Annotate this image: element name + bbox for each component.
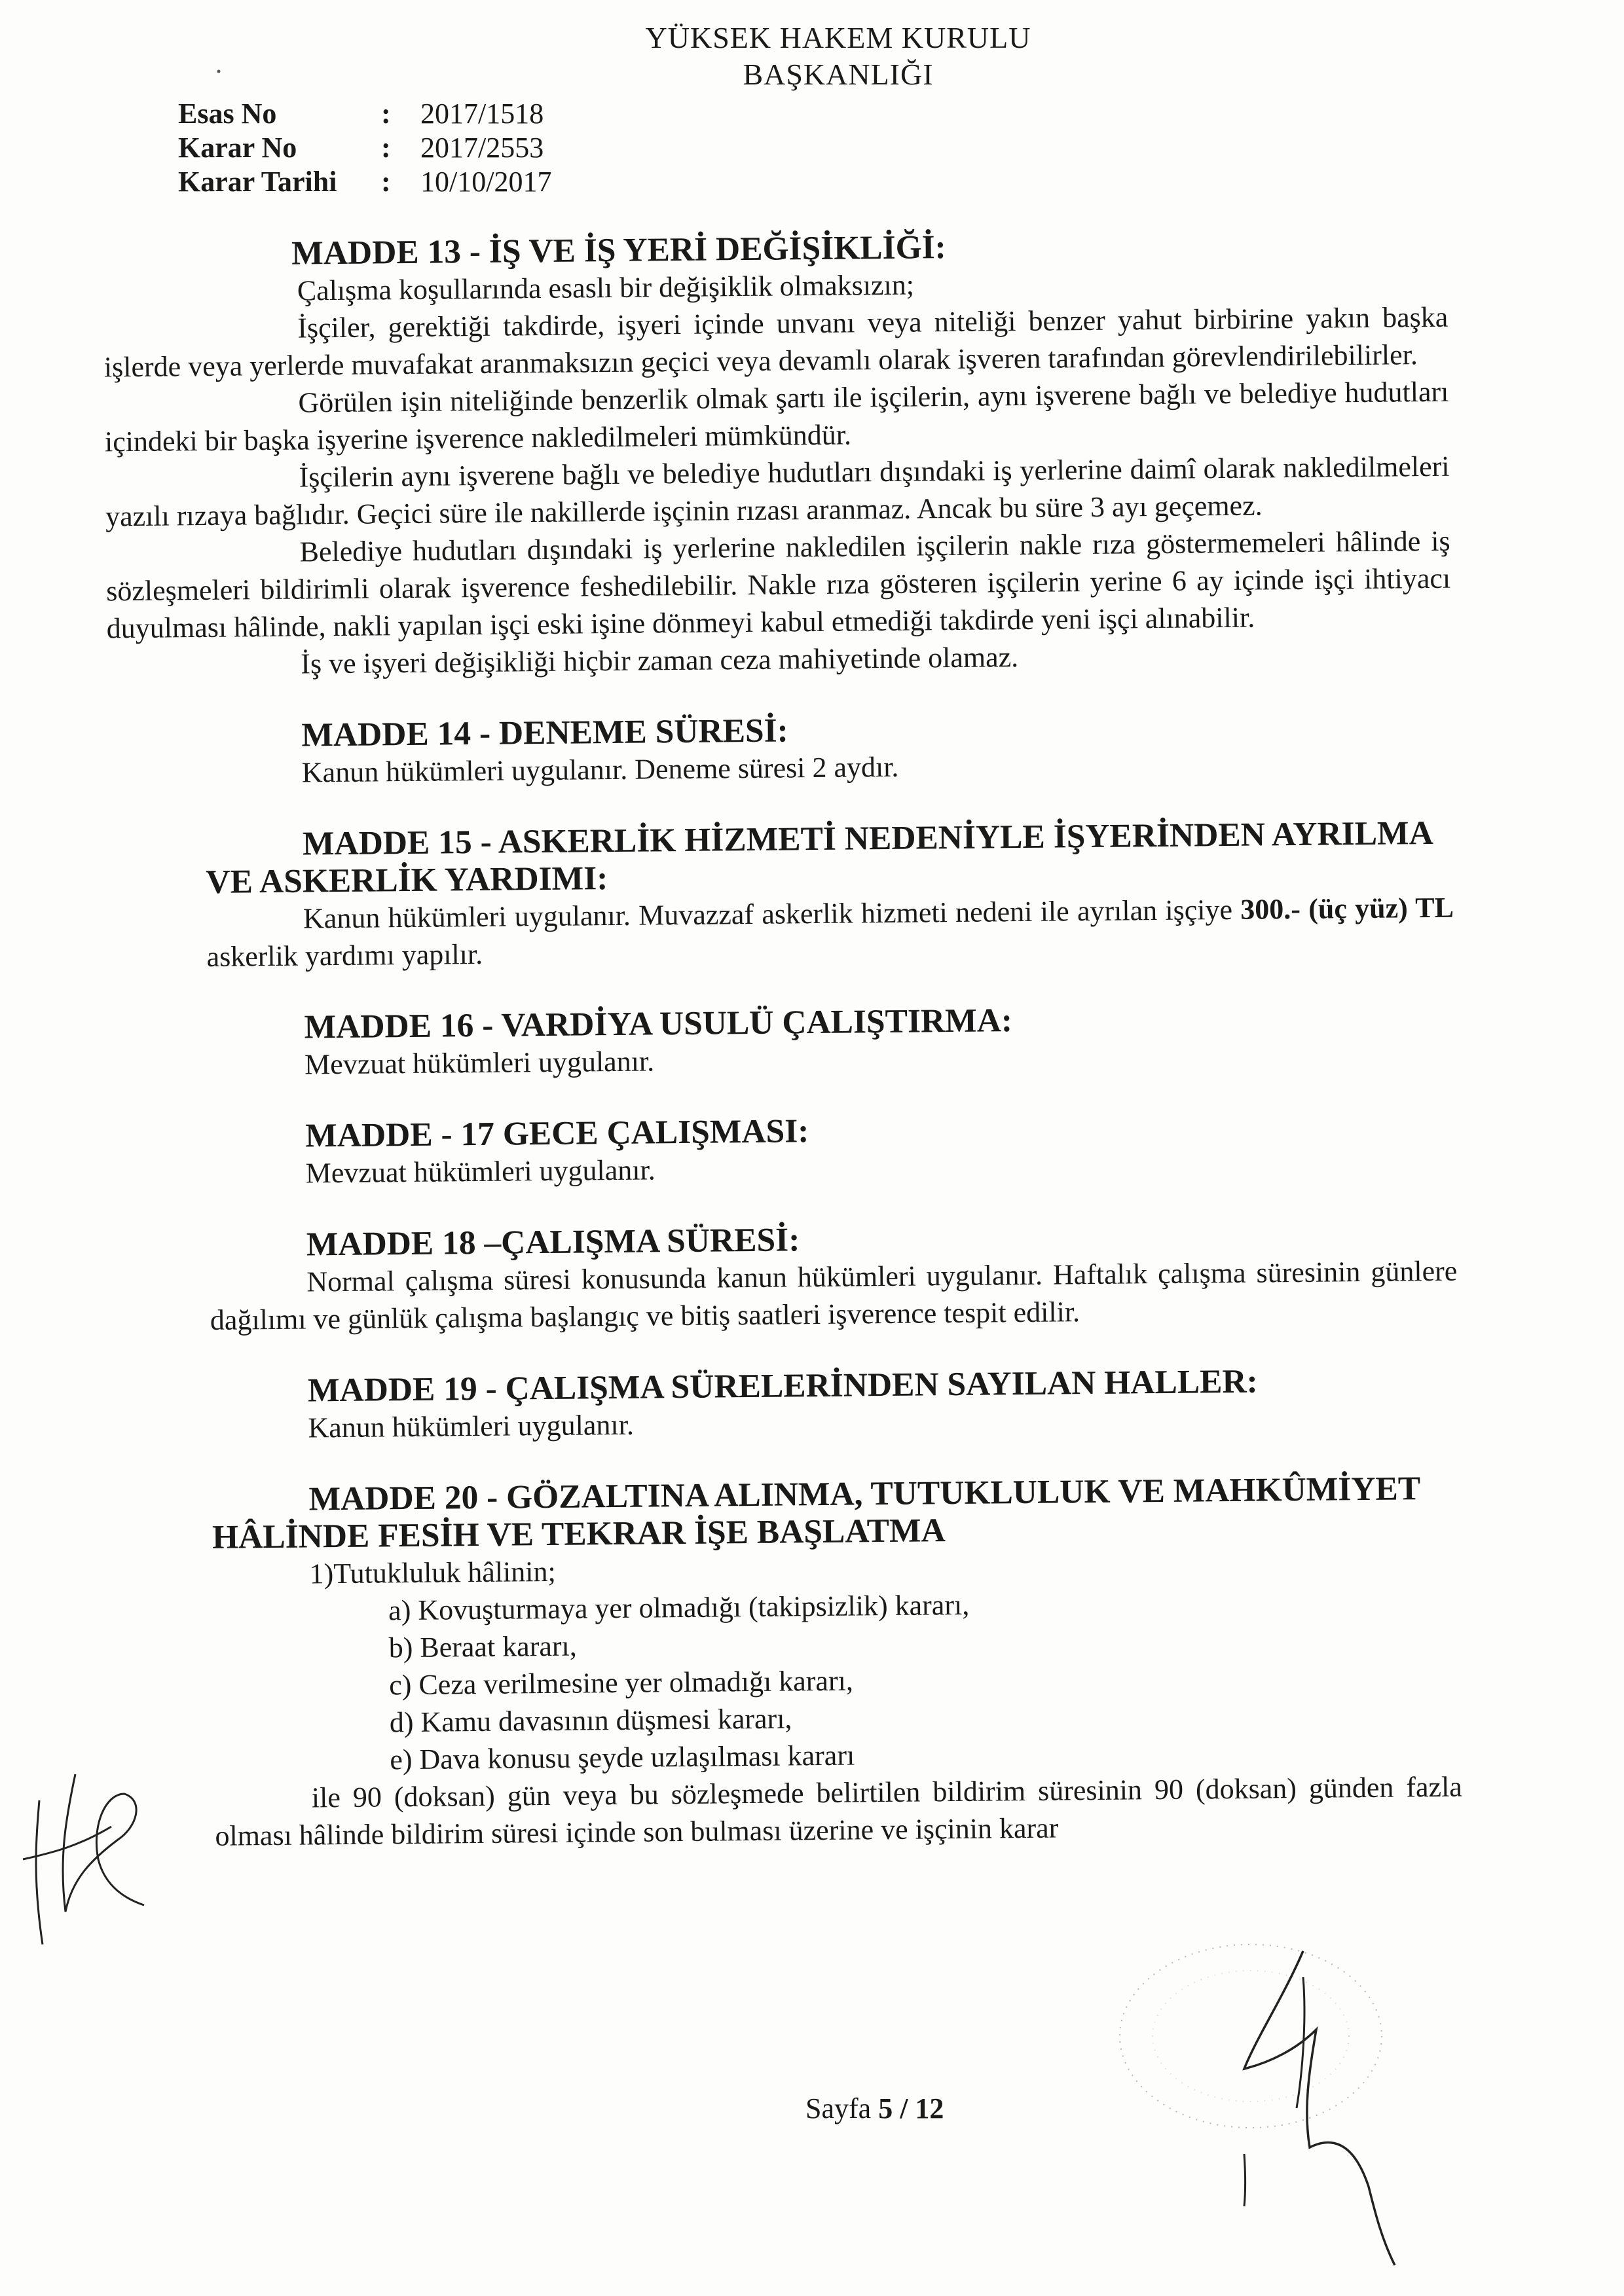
m19-p1: Kanun hükümleri uygulanır.	[308, 1408, 635, 1444]
m13-p1: Çalışma koşullarında esaslı bir değişiklik olmaksızın;	[297, 268, 915, 307]
esas-colon: :	[381, 98, 391, 130]
page-current: 5	[878, 2092, 893, 2124]
m13-p5: Belediye hudutları dışındaki iş yerlerine nakledilen işçilerin nakle rıza göstermemeleri hâlinde iş sözleşmeleri bildirimli olarak işverence feshedilebilir. Nakle rıza gösteren işçilerin yerine 6 ay içinde işçi ihtiyacı duyulması hâlinde, nakli yapılan işçi eski işine dönmeyi kabul etmediği takdirde yeni işçi alınabilir.	[105, 524, 1451, 645]
list-item: b) Beraat kararı,	[388, 1630, 578, 1664]
list-item: a) Kovuşturmaya yer olmadığı (takipsizlik) kararı,	[388, 1588, 970, 1627]
list-item: d) Kamu davasının düşmesi kararı,	[389, 1702, 792, 1739]
page-total: 12	[915, 2092, 944, 2124]
tarih-value: 10/10/2017	[420, 166, 552, 198]
page-prefix: Sayfa	[805, 2092, 879, 2124]
m13-p2: İşçiler, gerektiği takdirde, işyeri içinde unvanı veya niteliği benzer yahut birbirine yakın başka işlerde veya yerlerde muvafakat aranmaksızın geçici veya devamlı olarak işveren tarafından görevlendirilebilirler.	[103, 301, 1449, 384]
m20-list	[213, 1582, 1462, 1780]
m14-title: MADDE 14 - DENEME SÜRESİ:	[301, 712, 789, 754]
m15-amount: 300.- (üç yüz) TL	[1240, 891, 1454, 926]
m13-p6: İş ve işyeri değişikliği hiçbir zaman ceza mahiyetinde olamaz.	[301, 641, 1019, 680]
tarih-label: Karar Tarihi	[178, 166, 337, 198]
m14-p1: Kanun hükümleri uygulanır. Deneme süresi 2 aydır.	[301, 750, 899, 789]
m17-title: MADDE - 17 GECE ÇALIŞMASI:	[304, 1112, 809, 1155]
karar-colon: :	[381, 132, 391, 164]
m20-p-end: ile 90 (doksan) gün veya bu sözleşmede belirtilen bildirim süresinin 90 (doksan) günden fazla olması hâlinde bildirim süresi içinde son bulması üzerine ve işçinin karar	[215, 1770, 1463, 1852]
m15-title-2: VE ASKERLİK YARDIMI:	[206, 860, 608, 901]
m15-p1	[206, 889, 1454, 975]
scan-speck	[216, 65, 221, 71]
document-header	[602, 20, 1074, 93]
document-body	[103, 224, 1463, 1855]
initials-signature-left	[13, 1748, 157, 1958]
m20-intro: 1)Tutukluluk hâlinin;	[309, 1555, 556, 1590]
m16-title: MADDE 16 - VARDİYA USULÜ ÇALIŞTIRMA:	[304, 1002, 1013, 1046]
m13-p3: Görülen işin niteliğinde benzerlik olmak şartı ile işçilerin, aynı işverene bağlı ve belediye hudutları içindeki bir başka işyerine işverence nakledilmeleri mümkündür.	[104, 375, 1449, 458]
list-item: c) Ceza verilmesine yer olmadığı kararı,	[389, 1664, 854, 1702]
m20-title-2: HÂLİNDE FESİH VE TEKRAR İŞE BAŞLATMA	[212, 1512, 946, 1556]
esas-row	[178, 97, 551, 131]
m18-p1: Normal çalışma süresi konusunda kanun hükümleri uygulanır. Haftalık çalışma süresinin günlere dağılımı ve günlük çalışma başlangıç ve bitiş saatleri işverence tespit edilir.	[210, 1254, 1458, 1336]
m15-title-1: MADDE 15 - ASKERLİK HİZMETİ NEDENİYLE İŞYERİNDEN AYRILMA	[302, 814, 1434, 863]
case-meta	[178, 97, 551, 199]
m18-title: MADDE 18 –ÇALIŞMA SÜRESİ:	[306, 1221, 800, 1264]
esas-value: 2017/1518	[420, 98, 544, 130]
tarih-row	[178, 165, 551, 199]
karar-value: 2017/2553	[420, 132, 544, 164]
m16-p1: Mevzuat hükümleri uygulanır.	[304, 1045, 655, 1081]
signature-right	[1205, 1938, 1401, 2278]
m13-p4: İşçilerin aynı işverene bağlı ve belediye hudutları dışındaki iş yerlerine daimî olarak nakledilmeleri yazılı rızaya bağlıdır. Geçici süre ile nakillerde işçinin rızası aranmaz. Ancak bu süre 3 ayı geçemez.	[105, 450, 1450, 533]
page-number	[805, 2092, 944, 2125]
header-line-1: YÜKSEK HAKEM KURULU	[645, 21, 1031, 54]
list-item: e) Dava konusu şeyde uzlaşılması kararı	[390, 1739, 855, 1776]
m19-title: MADDE 19 - ÇALIŞMA SÜRELERİNDEN SAYILAN HALLER:	[307, 1362, 1259, 1410]
m17-p1: Mevzuat hükümleri uygulanır.	[305, 1154, 655, 1190]
m20-title-1: MADDE 20 - GÖZALTINA ALINMA, TUTUKLULUK VE MAHKÛMİYET	[308, 1470, 1421, 1518]
tarih-colon: :	[381, 166, 391, 198]
m15-p1-a: Kanun hükümleri uygulanır. Muvazzaf askerlik hizmeti nedeni ile ayrılan işçiye	[303, 893, 1241, 935]
m15-p1-c: askerlik yardımı yapılır.	[206, 938, 483, 973]
header-line-2: BAŞKANLIĞI	[743, 58, 934, 91]
page-sep: /	[893, 2092, 915, 2124]
m13-title: MADDE 13 - İŞ VE İŞ YERİ DEĞİŞİKLİĞİ:	[291, 228, 947, 272]
karar-row	[178, 131, 551, 165]
karar-label: Karar No	[178, 132, 297, 164]
esas-label: Esas No	[178, 98, 277, 130]
